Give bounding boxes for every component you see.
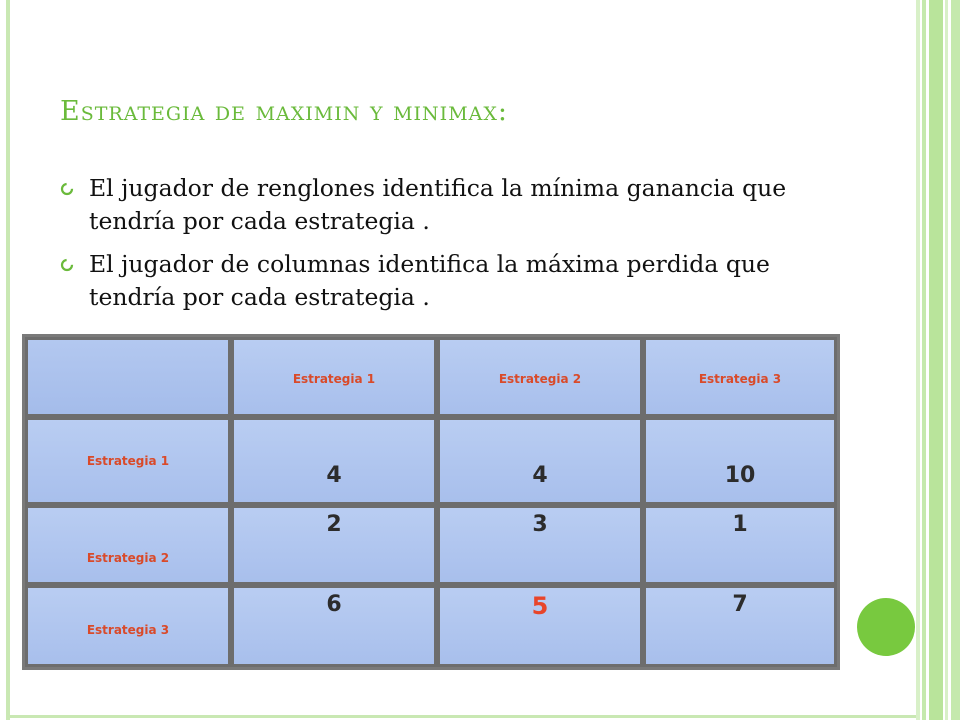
- table-header-row: [25, 337, 837, 417]
- bullet-text: El jugador de columnas identifica la máxima perdida que tendría por cada estrategia .: [89, 250, 770, 311]
- cell-value: 6: [326, 592, 342, 617]
- column-header-label: Estrategia 3: [698, 371, 782, 386]
- column-header-label: Estrategia 2: [498, 371, 582, 386]
- slide-title: Estrategia de maximin y minimax:: [60, 96, 508, 127]
- table-cell: [231, 505, 437, 585]
- left-frame-line: [6, 0, 10, 720]
- highlighted-cell-value: 5: [531, 592, 549, 620]
- column-header-cell: [231, 337, 437, 417]
- table-cell: [643, 417, 837, 505]
- column-header-cell: [437, 337, 643, 417]
- decorative-green-circle: [857, 598, 915, 656]
- table-cell: [231, 585, 437, 667]
- cell-value: 10: [724, 463, 756, 488]
- column-header-cell: [643, 337, 837, 417]
- table-row: [25, 585, 837, 667]
- row-header-cell: [25, 505, 231, 585]
- cell-value: 4: [326, 463, 342, 488]
- bullet-item: [60, 248, 820, 314]
- row-header-cell: [25, 585, 231, 667]
- table-cell: [231, 417, 437, 505]
- cell-value: 1: [732, 512, 748, 537]
- bullet-ring-icon: [60, 258, 74, 272]
- row-header-cell: [25, 417, 231, 505]
- right-decorative-stripes: [916, 0, 960, 720]
- cell-value: 7: [732, 592, 748, 617]
- row-header-label: Estrategia 2: [86, 551, 170, 565]
- bottom-frame-line: [6, 715, 916, 718]
- bullet-text: El jugador de renglones identifica la mínima ganancia que tendría por cada estrategia .: [89, 174, 787, 235]
- table-cell: [643, 585, 837, 667]
- payoff-matrix-table: [22, 334, 840, 670]
- table-cell: [643, 505, 837, 585]
- table-row: [25, 505, 837, 585]
- cell-value: 4: [532, 463, 548, 488]
- cell-value: 3: [532, 512, 548, 537]
- row-header-label: Estrategia 3: [86, 623, 170, 637]
- table-corner-cell: [25, 337, 231, 417]
- table-cell: [437, 505, 643, 585]
- table-cell: [437, 417, 643, 505]
- bullet-list: [60, 172, 820, 324]
- bullet-ring-icon: [60, 182, 74, 196]
- column-header-label: Estrategia 1: [292, 371, 376, 386]
- row-header-label: Estrategia 1: [86, 454, 170, 468]
- cell-value: 2: [326, 512, 342, 537]
- bullet-item: [60, 172, 820, 238]
- table-cell: [437, 585, 643, 667]
- table-row: [25, 417, 837, 505]
